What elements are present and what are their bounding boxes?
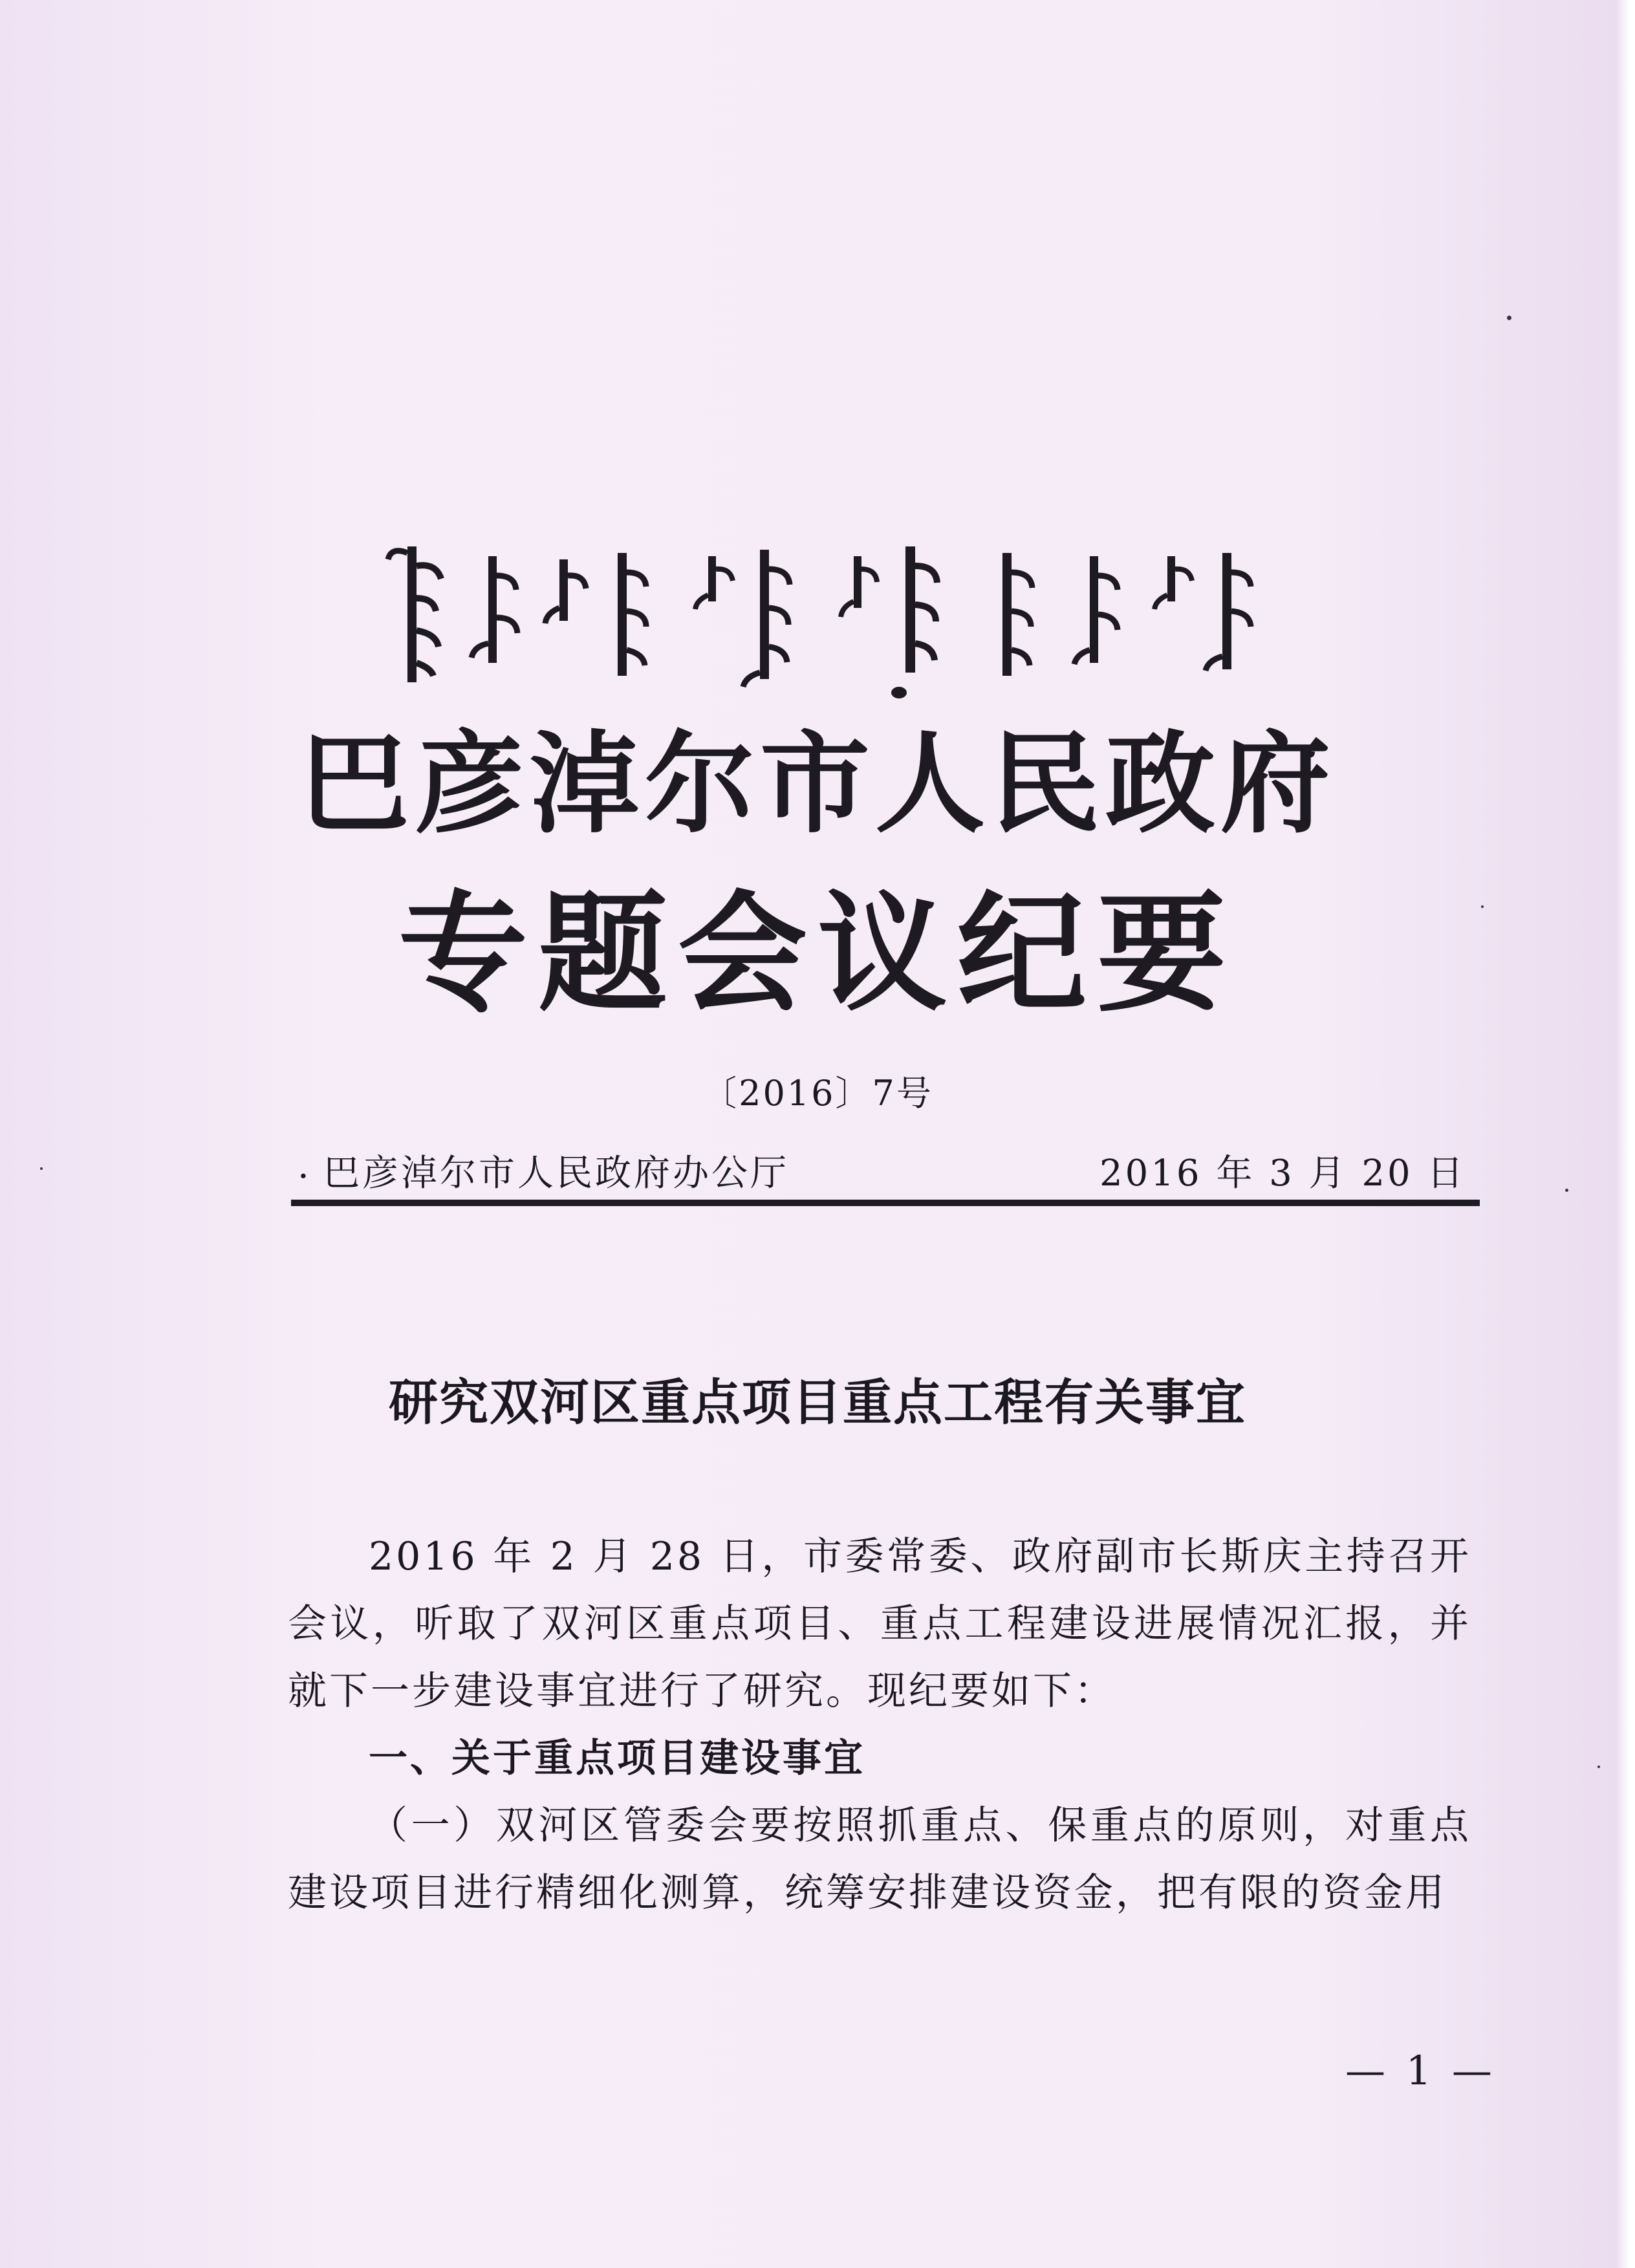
header-divider	[291, 1200, 1480, 1206]
mongolian-word-1	[388, 546, 441, 682]
mongolian-word-10	[1074, 556, 1118, 664]
page-number: — 1 —	[1345, 2047, 1496, 2094]
doc-type-title: 专题会议纪要	[398, 879, 1237, 1030]
mongolian-word-5	[695, 556, 733, 609]
issuer-mark: .	[298, 1145, 309, 1187]
scan-speck	[1597, 1766, 1600, 1768]
scan-edge	[1616, 0, 1635, 2268]
issue-date: 2016 年 3 月 20 日	[1099, 1152, 1466, 1194]
mongolian-word-12	[1206, 553, 1251, 671]
section-1-heading: 一、关于重点项目建设事宜	[369, 1736, 865, 1781]
mongolian-word-4	[618, 553, 646, 676]
document-body	[288, 1523, 1471, 1927]
issuer-office: 巴彦淖尔市人民政府办公厅	[323, 1152, 789, 1194]
intro-paragraph: 2016 年 2 月 28 日，市委常委、政府副市长斯庆主持召开会议，听取了双河区重点项目、重点工程建设进展情况汇报，并就下一步建设事宜进行了研究。现纪要如下：	[288, 1534, 1471, 1714]
document-subject: 研究双河区重点项目重点工程有关事宜	[389, 1374, 1246, 1431]
section-1-paragraph: （一）双河区管委会要按照抓重点、保重点的原则，对重点建设项目进行精细化测算，统筹安排建设资金，把有限的资金用	[288, 1803, 1471, 1916]
mongolian-word-6	[743, 550, 790, 687]
mongolian-word-3	[545, 559, 586, 623]
scan-speck	[1565, 1189, 1568, 1192]
mongolian-word-11	[1154, 556, 1192, 609]
mongolian-word-7	[841, 556, 877, 617]
scan-speck	[40, 1167, 43, 1170]
document-number: 〔2016〕7号	[702, 1073, 933, 1114]
scan-speck	[1507, 316, 1511, 320]
mongolian-word-9	[1002, 553, 1032, 676]
mongolian-word-2	[471, 556, 517, 663]
mongolian-script-title	[382, 540, 1287, 702]
org-name-title: 巴彦淖尔市人民政府	[299, 720, 1336, 848]
mongolian-word-8	[891, 546, 937, 698]
